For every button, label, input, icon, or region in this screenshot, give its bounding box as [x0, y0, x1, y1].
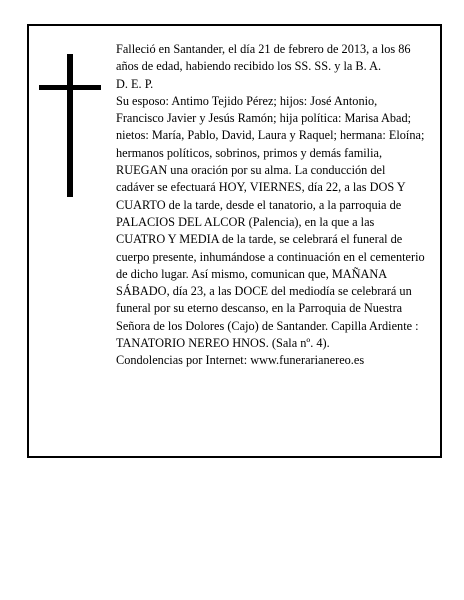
- condolences-line: Condolencias por Internet: www.funerarianereo.es: [116, 353, 365, 368]
- funeral-details: RUEGAN una oración por su alma. La conducción del cadáver se efectuará HOY, VIERNES, día 22, a las DOS Y CUARTO de la tarde, desde el tanatorio, a la parroquia de PALACIOS DEL ALCOR (Palencia), en la que a las CUATRO Y MEDIA de la tarde, se celebrará el funeral de cuerpo presente, inhumándose a continuación en el cementerio de dicho lugar. Así mismo, comunican que, MAÑANA SÁBADO, día 23, a las DOCE del mediodía se celebrará un funeral por su eterno descanso, en la Parroquia de Nuestra Señora de los Dolores (Cajo) de Santander. Capilla Ardiente : TANATORIO NEREO HNOS. (Sala nº. 4).: [116, 163, 425, 351]
- family-list: Su esposo: Antimo Tejido Pérez; hijos: José Antonio, Francisco Javier y Jesús Ramón; hija política: Marisa Abad; nietos: María, Pablo, David, Laura y Raquel; hermana: Eloína; hermanos políticos, sobrinos, primos y demás familia,: [116, 93, 425, 160]
- rip-line: D. E. P.: [116, 76, 154, 91]
- cross-icon: [67, 54, 73, 197]
- cross-icon-arm: [39, 85, 101, 90]
- death-announcement: Falleció en Santander, el día 21 de febrero de 2013, a los 86 años de edad, habiendo recibido los SS. SS. y la B. A.: [116, 42, 411, 74]
- obituary-text: [116, 41, 426, 370]
- obituary-notice: [27, 24, 442, 458]
